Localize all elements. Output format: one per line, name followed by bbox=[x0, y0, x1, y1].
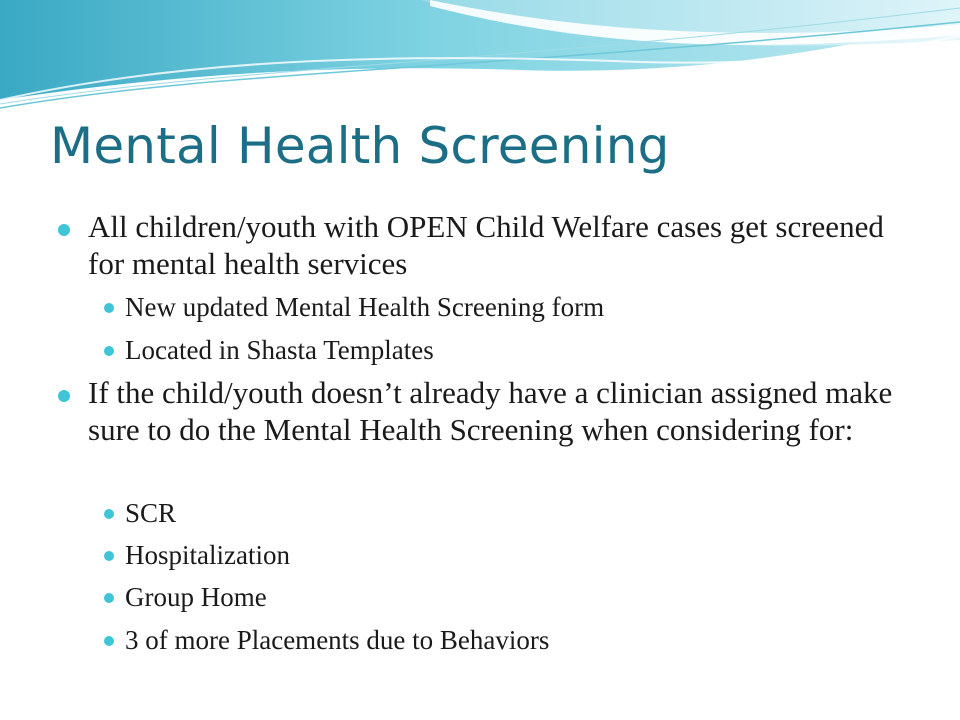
sub-bullet-2-2-text: Hospitalization bbox=[125, 540, 290, 570]
sub-bullet-1-2-text: Located in Shasta Templates bbox=[125, 335, 434, 365]
bullet-dot bbox=[58, 224, 70, 236]
sub-bullet-dot bbox=[104, 551, 114, 561]
bullet-dot bbox=[58, 390, 70, 402]
sub-bullet-2-4-text: 3 of more Placements due to Behaviors bbox=[125, 625, 550, 655]
sub-bullet-dot bbox=[104, 346, 114, 356]
sub-bullet-dot bbox=[104, 636, 114, 646]
sub-bullet-dot bbox=[104, 303, 114, 313]
bullet-1-text: All children/youth with OPEN Child Welfare cases get screened for mental health services bbox=[88, 209, 884, 281]
sub-bullet-dot bbox=[104, 509, 114, 519]
header-wave-decoration bbox=[0, 0, 960, 120]
slide-title: Mental Health Screening bbox=[50, 117, 670, 175]
sub-bullet-dot bbox=[104, 593, 114, 603]
sub-bullet-2-3-text: Group Home bbox=[125, 582, 267, 612]
bullet-2-text: If the child/youth doesn’t already have a clinician assigned make sure to do the Mental Health Screening when considering for: bbox=[88, 375, 893, 447]
sub-bullet-1-1-text: New updated Mental Health Screening form bbox=[125, 292, 605, 322]
sub-bullet-2-1-text: SCR bbox=[125, 498, 177, 528]
